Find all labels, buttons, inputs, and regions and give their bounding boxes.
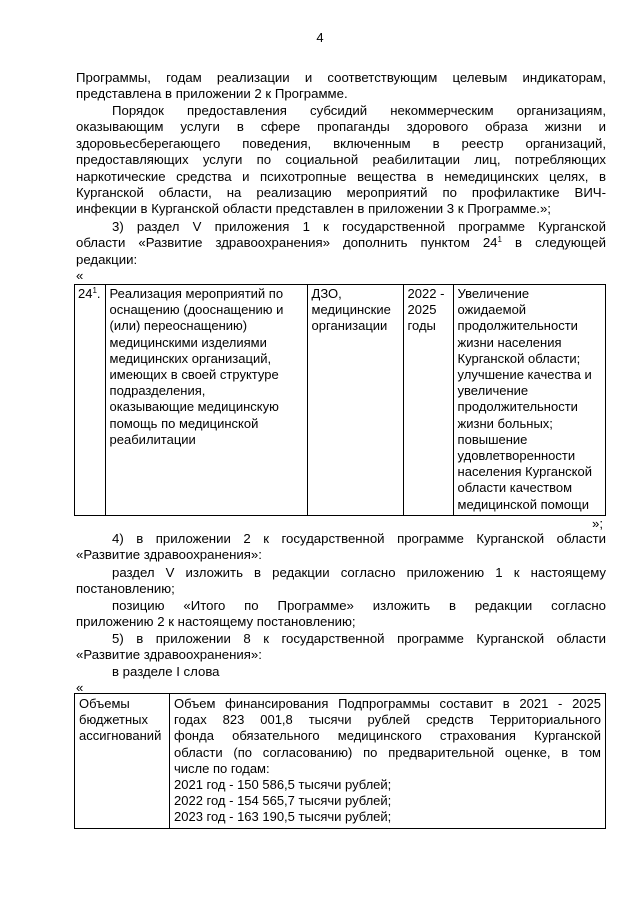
- paragraph-programme-appendix: [76, 70, 606, 103]
- text-line: 5) в приложении 8 к государственной программе Курганской области: [112, 631, 606, 646]
- text-line: «Развитие здравоохранения»:: [76, 647, 262, 663]
- cell-line: 2022 год - 154 565,7 тысячи рублей;: [174, 793, 392, 809]
- table-row: [75, 285, 606, 516]
- cell-line: годах 823 001,8 тысячи рублей средств Территориального: [174, 712, 601, 728]
- cell-line: Курганской области;: [457, 350, 581, 366]
- cell-line: ожидаемой: [457, 302, 527, 318]
- cell-line: медицинских организаций,: [109, 350, 272, 366]
- text-line: раздел V изложить в редакции согласно приложению 1 к настоящему: [112, 565, 606, 580]
- cell-line: помощь по медицинской: [109, 415, 259, 431]
- text-line: оказывающим услуги в сфере пропаганды здорового образа жизни и: [76, 119, 606, 135]
- cell-line: 2021 год - 150 586,5 тысячи рублей;: [174, 777, 392, 793]
- cell-line: Объемы: [79, 696, 130, 711]
- text-fragment: в следующей: [501, 235, 606, 251]
- cell-line: оснащению (дооснащению и: [109, 302, 284, 318]
- result-cell: [453, 285, 605, 516]
- executor-cell: [307, 285, 403, 516]
- table-row: [75, 694, 606, 829]
- paragraph-section-i: [76, 664, 606, 680]
- cell-line: реабилитации: [109, 431, 196, 447]
- row-number: 24: [78, 286, 93, 301]
- budget-label-cell: [75, 694, 170, 829]
- page-number: 4: [316, 30, 324, 45]
- text-line: [76, 235, 606, 251]
- cell-line: (или) переоснащению): [109, 318, 248, 334]
- text-line: Курганской области, на реализацию мероприятий по профилактике ВИЧ-: [76, 185, 606, 201]
- text-line: 3) раздел V приложения 1 к государственной программе Курганской: [112, 219, 606, 234]
- text-line: Программы, годам реализации и соответствующим целевым индикаторам,: [76, 70, 606, 85]
- cell-line: удовлетворенности: [457, 448, 576, 464]
- cell-line: жизни больных;: [457, 415, 553, 431]
- cell-line: продолжительности: [457, 318, 578, 334]
- paragraph-section-v: [76, 565, 606, 598]
- cell-line: подразделения,: [109, 383, 206, 399]
- text-line: 4) в приложении 2 к государственной программе Курганской области: [112, 531, 606, 546]
- cell-line: продолжительности: [457, 399, 578, 415]
- cell-line: медицинской помощи: [457, 496, 589, 512]
- period-cell: [403, 285, 453, 516]
- cell-line: ассигнований: [79, 728, 162, 744]
- cell-line: населения Курганской: [457, 464, 593, 480]
- close-quote: »;: [592, 516, 603, 531]
- measure-table: [74, 284, 606, 516]
- cell-line: области качеством: [457, 480, 573, 496]
- text-line: предоставляющих услуги по социальной реабилитации лиц, потребляющих: [76, 152, 606, 168]
- superscript: 1: [92, 286, 97, 295]
- superscript: 1: [497, 235, 502, 245]
- cell-line: области (по согласованию) по предварительной оценке, в том: [174, 744, 601, 760]
- text-fragment: области «Развитие здравоохранения» дополнить пунктом 24: [76, 235, 498, 251]
- paragraph-item-3: [76, 219, 606, 268]
- cell-line: Реализация мероприятий по: [109, 286, 284, 301]
- text-line: наркотические средства и психотропные вещества в немедицинских целях, в: [76, 168, 606, 184]
- text-line: приложению 2 к настоящему постановлению;: [76, 614, 356, 630]
- open-quote: «: [76, 268, 84, 283]
- paragraph-total-position: [76, 598, 606, 631]
- text-line: «Развитие здравоохранения»:: [76, 547, 262, 563]
- cell-line: фонда обязательного медицинского страхования Курганской: [174, 728, 601, 744]
- text-line: инфекции в Курганской области представлен в приложении 3 к Программе.»;: [76, 201, 551, 217]
- row-number-suffix: .: [96, 286, 101, 301]
- cell-line: улучшение качества и: [457, 367, 592, 383]
- text-line: позицию «Итого по Программе» изложить в редакции согласно: [112, 598, 606, 613]
- cell-line: организации: [311, 318, 388, 334]
- text-line: здоровьесберегающего поведения, включенным в реестр организаций,: [76, 135, 606, 151]
- cell-line: бюджетных: [79, 712, 148, 728]
- cell-line: Увеличение: [457, 286, 530, 301]
- cell-line: медицинскими изделиями: [109, 334, 267, 350]
- cell-line: 2022 -: [407, 286, 445, 301]
- cell-line: числе по годам:: [174, 760, 270, 776]
- cell-line: увеличение: [457, 383, 529, 399]
- cell-line: Объем финансирования Подпрограммы составит в 2021 - 2025: [174, 696, 601, 711]
- budget-text-cell: [170, 694, 606, 829]
- cell-line: повышение: [457, 431, 528, 447]
- cell-line: оказывающие медицинскую: [109, 399, 279, 415]
- row-number-cell: [75, 285, 106, 516]
- cell-line: медицинские: [311, 302, 391, 318]
- text-line: постановлению;: [76, 581, 175, 597]
- cell-line: годы: [407, 318, 436, 334]
- text-line: Порядок предоставления субсидий некоммерческим организациям,: [112, 103, 606, 118]
- measure-name-cell: [105, 285, 307, 516]
- text-line: редакции:: [76, 251, 138, 267]
- paragraph-item-5: [76, 631, 606, 664]
- cell-line: имеющих в своей структуре: [109, 367, 279, 383]
- cell-line: 2023 год - 163 190,5 тысячи рублей;: [174, 809, 392, 825]
- cell-line: ДЗО,: [311, 286, 342, 301]
- paragraph-subsidy-procedure: [76, 103, 606, 218]
- budget-table: [74, 693, 606, 829]
- text-line: в разделе I слова: [112, 664, 220, 679]
- paragraph-item-4: [76, 531, 606, 564]
- open-quote: «: [76, 680, 84, 695]
- cell-line: 2025: [407, 302, 437, 318]
- cell-line: жизни населения: [457, 334, 562, 350]
- text-line: представлена в приложении 2 к Программе.: [76, 86, 348, 102]
